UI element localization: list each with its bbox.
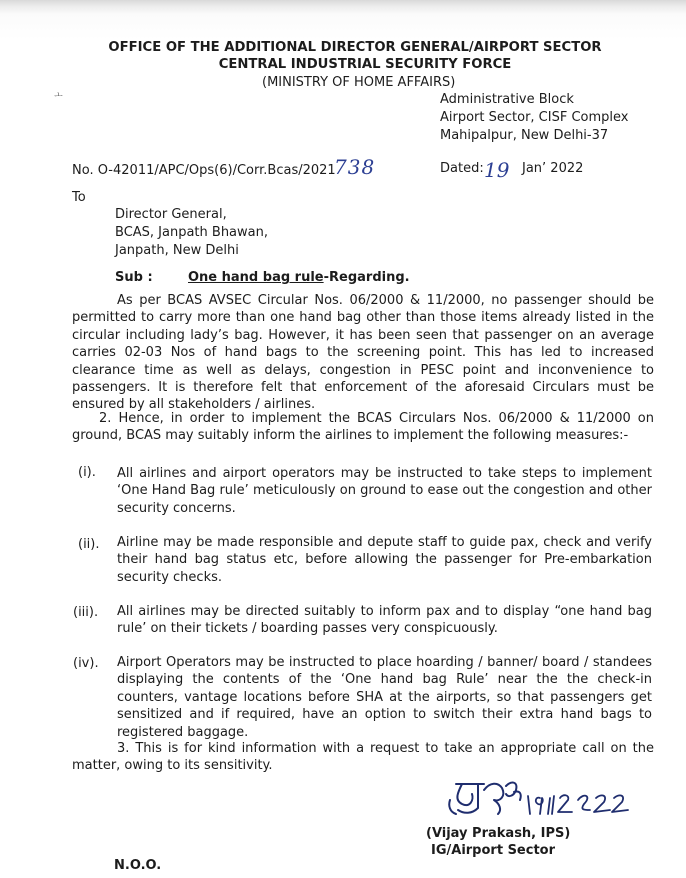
reference-number: No. O-42011/APC/Ops(6)/Corr.Bcas/2021 [72,163,336,178]
subject-underlined: One hand bag rule [188,270,324,285]
to-label: To [72,190,86,205]
measure-label: (iv). [73,656,99,671]
noo-label: N.O.O. [114,858,162,873]
scan-speck: ㅗ [54,91,63,101]
measure-text: Airport Operators may be instructed to place hoarding / banner/ board / standees displaying the contents of the ‘One hand bag Rule’ near the the check-in counters, vantage locations before SHA at the airports, so that passengers get sensitized and if required, have an option to switch their extra hand bags to registered baggage. [117,655,652,740]
measure-label: (i). [78,465,96,480]
subject-label: Sub : [115,270,153,285]
handwritten-signature-date [528,795,628,814]
dated-label: Dated: [440,161,484,176]
recipient-line-1: Director General, [115,207,227,222]
force-header-title: CENTRAL INDUSTRIAL SECURITY FORCE [218,57,512,72]
subject-text [188,270,410,285]
measure-text: Airline may be made responsible and depute staff to guide pax, check and verify their hand bag status etc, before allowing the passenger for Pre-embarkation security checks. [117,535,652,585]
paragraph-1: As per BCAS AVSEC Circular Nos. 06/2000 & 11/2000, no passenger should be permitted to carry more than one hand bag other than those items already listed in the circular including lady’s bag. However, it has been seen that passenger on an average carries 02-03 Nos of hand bags to the screening point. This has led to increased clearance time as well as delays, congestion in PESC point and inconvenience to passengers. It is therefore felt that enforcement of the aforesaid Circulars must be ensured by all stakeholders / airlines. [72,293,654,413]
measure-text: All airlines may be directed suitably to inform pax and to display “one hand bag rule’ on their tickets / boarding passes very conspicuously. [117,604,652,637]
ministry-header: (MINISTRY OF HOME AFFAIRS) [262,75,456,90]
measure-label: (ii). [78,537,100,552]
signatory-designation: IG/Airport Sector [431,843,556,858]
recipient-line-3: Janpath, New Delhi [115,243,239,258]
measure-label: (iii). [73,605,99,620]
recipient-line-2: BCAS, Janpath Bhawan, [115,225,268,240]
date-month-year: Jan’ 2022 [522,161,584,176]
paragraph-3: 3. This is for kind information with a request to take an appropriate call on the matter, owing to its sensitivity. [72,741,654,774]
address-line-2: Airport Sector, CISF Complex [440,110,629,125]
handwritten-date-day: 19 [484,158,510,182]
signatory-name: (Vijay Prakash, IPS) [426,826,571,841]
subject-rest: -Regarding. [323,270,410,285]
handwritten-reference-number: 738 [334,155,376,179]
office-header-title: OFFICE OF THE ADDITIONAL DIRECTOR GENERAL/AIRPORT SECTOR [108,40,602,55]
measure-text: All airlines and airport operators may be instructed to take steps to implement ‘One Hand Bag rule’ meticulously on ground to ease out the congestion and other security concerns. [117,466,652,516]
handwritten-signature [444,770,644,826]
address-line-3: Mahipalpur, New Delhi-37 [440,128,609,143]
paragraph-2: 2. Hence, in order to implement the BCAS Circulars Nos. 06/2000 & 11/2000 on ground, BCAS may suitably inform the airlines to implement the following measures:- [72,411,654,444]
address-line-1: Administrative Block [440,92,574,107]
